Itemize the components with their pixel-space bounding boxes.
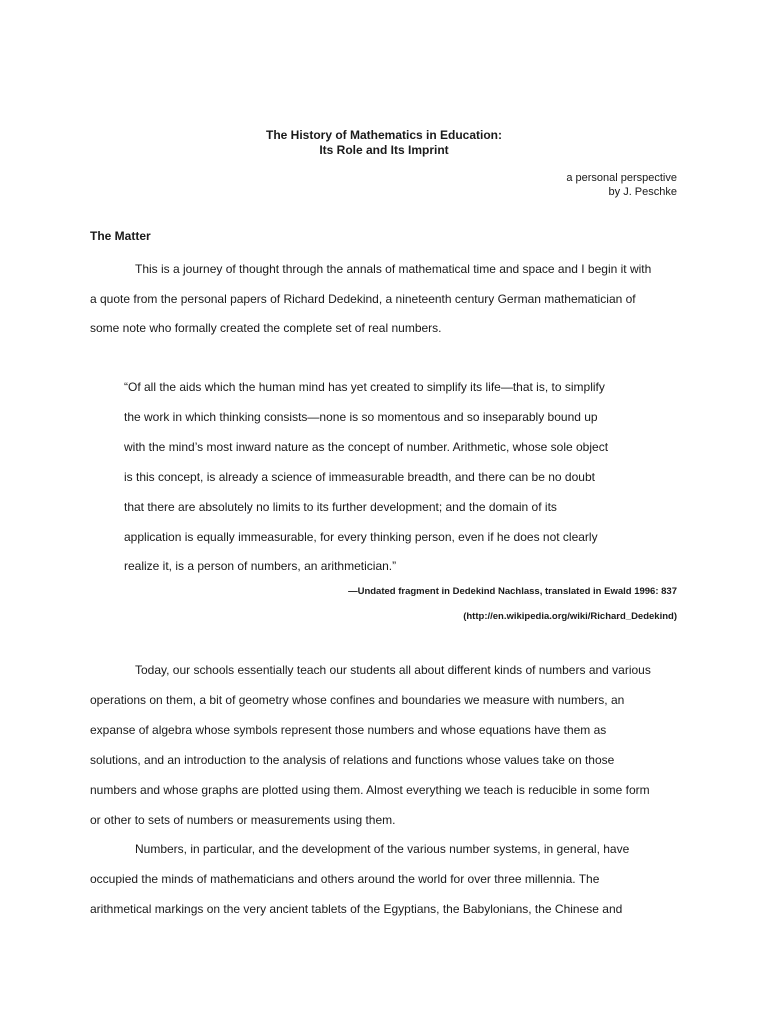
intro-paragraph-line: some note who formally created the complete set of real numbers. [90, 321, 442, 335]
body-paragraph-line: operations on them, a bit of geometry whose confines and boundaries we measure with numbers, an [90, 693, 625, 707]
intro-paragraph-line: This is a journey of thought through the annals of mathematical time and space and I begin it with [135, 262, 652, 276]
body-paragraph-line: arithmetical markings on the very ancient tablets of the Egyptians, the Babylonians, the Chinese and [90, 902, 623, 916]
quote-line: the work in which thinking consists—none is so momentous and so inseparably bound up [124, 410, 598, 424]
body-paragraph-line: Today, our schools essentially teach our students all about different kinds of numbers and various [135, 663, 651, 677]
quote-attribution: —Undated fragment in Dedekind Nachlass, translated in Ewald 1996: 837 [348, 586, 677, 597]
document-subtitle: a personal perspective [566, 172, 677, 184]
quote-line: “Of all the aids which the human mind has yet created to simplify its life—that is, to simplify [124, 380, 605, 394]
quote-line: with the mind’s most inward nature as the concept of number. Arithmetic, whose sole object [124, 440, 609, 454]
body-paragraph-line: or other to sets of numbers or measurements using them. [90, 813, 396, 827]
document-title-line-1: The History of Mathematics in Education: [265, 128, 503, 142]
section-heading: The Matter [90, 229, 151, 243]
body-paragraph-line: expanse of algebra whose symbols represent those numbers and whose equations have them as [90, 723, 607, 737]
body-paragraph-line: numbers and whose graphs are plotted using them. Almost everything we teach is reducible in some form [90, 783, 650, 797]
quote-line: that there are absolutely no limits to its further development; and the domain of its [124, 500, 557, 514]
body-paragraph-line: occupied the minds of mathematicians and others around the world for over three millennia. The [90, 872, 600, 886]
intro-paragraph-line: a quote from the personal papers of Richard Dedekind, a nineteenth century German mathematician of [90, 292, 636, 306]
body-paragraph-line: solutions, and an introduction to the analysis of relations and functions whose values take on those [90, 753, 615, 767]
quote-line: realize it, is a person of numbers, an arithmetician.” [124, 559, 397, 573]
body-paragraph-line: Numbers, in particular, and the development of the various number systems, in general, have [135, 842, 630, 856]
document-title-line-2: Its Role and Its Imprint [319, 143, 449, 157]
quote-line: is this concept, is already a science of immeasurable breadth, and there can be no doubt [124, 470, 595, 484]
quote-line: application is equally immeasurable, for every thinking person, even if he does not clearly [124, 530, 598, 544]
quote-source: (http://en.wikipedia.org/wiki/Richard_Dedekind) [463, 611, 677, 622]
document-author: by J. Peschke [608, 186, 677, 198]
